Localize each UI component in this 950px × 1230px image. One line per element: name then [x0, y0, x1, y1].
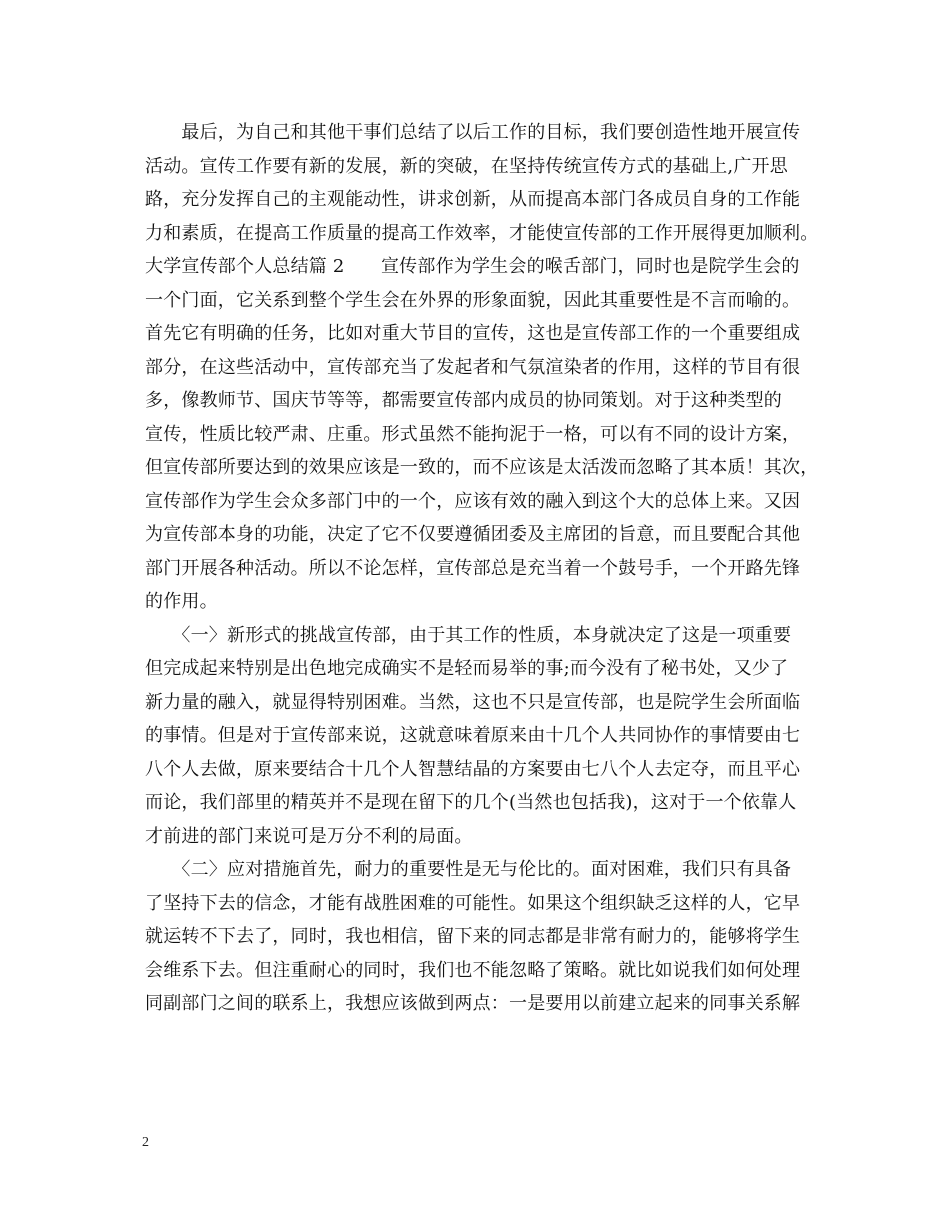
- text-line: 大学宣传部个人总结篇 2 宣传部作为学生会的喉舌部门，同时也是院学生会的: [145, 256, 800, 277]
- text-line: 为宣传部本身的功能，决定了它不仅要遵循团委及主席团的旨意，而且要配合其他: [145, 524, 801, 545]
- text-line: 宣传部作为学生会众多部门中的一个，应该有效的融入到这个大的总体上来。又因: [145, 490, 801, 512]
- text-line: 的作用。: [145, 591, 218, 612]
- text-line: 宣传，性质比较严肃、庄重。形式虽然不能拘泥于一格，可以有不同的设计方案，: [145, 423, 801, 445]
- text-line: 〈二〉应对措施首先，耐力的重要性是无与伦比的。面对困难，我们只有具备: [145, 859, 792, 880]
- page-number: 2: [142, 1135, 149, 1150]
- text-line: 会维系下去。但注重耐心的同时，我们也不能忽略了策略。就比如说我们如何处理: [145, 959, 801, 981]
- text-line: 八个人去做，原来要结合十几个人智慧结晶的方案要由七八个人去定夺，而且平心: [145, 758, 801, 780]
- text-line: 才前进的部门来说可是万分不利的局面。: [145, 825, 473, 847]
- text-line: 新力量的融入，就显得特别困难。当然，这也不只是宣传部，也是院学生会所面临: [145, 691, 801, 713]
- body-text: [145, 116, 825, 1021]
- text-line: 部分，在这些活动中，宣传部充当了发起者和气氛渲染者的作用，这样的节目有很: [145, 356, 801, 378]
- text-line: 而论，我们部里的精英并不是现在留下的几个(当然也包括我)，这对于一个依靠人: [145, 792, 797, 813]
- text-line: 多，像教师节、国庆节等等，都需要宣传部内成员的协同策划。对于这种类型的: [145, 390, 782, 411]
- text-line: 但完成起来特别是出色地完成确实不是轻而易举的事;而今没有了秘书处，又少了: [145, 658, 789, 679]
- text-line: 同副部门之间的联系上，我想应该做到两点：一是要用以前建立起来的同事关系解: [145, 993, 801, 1014]
- text-line: 路，充分发挥自己的主观能动性，讲求创新，从而提高本部门各成员自身的工作能: [145, 189, 801, 210]
- text-line: 活动。宣传工作要有新的发展，新的突破，在坚持传统宣传方式的基础上,广开思: [145, 155, 788, 177]
- text-line: 最后，为自己和其他干事们总结了以后工作的目标，我们要创造性地开展宣传: [145, 122, 801, 143]
- text-line: 部门开展各种活动。所以不论怎样，宣传部总是充当着一个鼓号手，一个开路先锋: [145, 557, 801, 579]
- text-line: 首先它有明确的任务，比如对重大节目的宣传，这也是宣传部工作的一个重要组成: [145, 323, 801, 344]
- text-line: 的事情。但是对于宣传部来说，这就意味着原来由十几个人共同协作的事情要由七: [145, 725, 801, 746]
- text-line: 就运转不下去了，同时，我也相信，留下来的同志都是非常有耐力的，能够将学生: [145, 926, 801, 947]
- text-line: 了坚持下去的信念，才能有战胜困难的可能性。如果这个组织缺乏这样的人，它早: [145, 892, 801, 914]
- text-line: 但宣传部所要达到的效果应该是一致的，而不应该是太活泼而忽略了其本质！其次，: [145, 457, 819, 478]
- text-line: 力和素质，在提高工作质量的提高工作效率，才能使宣传部的工作开展得更加顺利。: [145, 222, 819, 244]
- text-line: 一个门面，它关系到整个学生会在外界的形象面貌，因此其重要性是不言而喻的。: [145, 289, 801, 311]
- text-line: 〈一〉新形式的挑战宣传部，由于其工作的性质，本身就决定了这是一项重要: [145, 624, 792, 646]
